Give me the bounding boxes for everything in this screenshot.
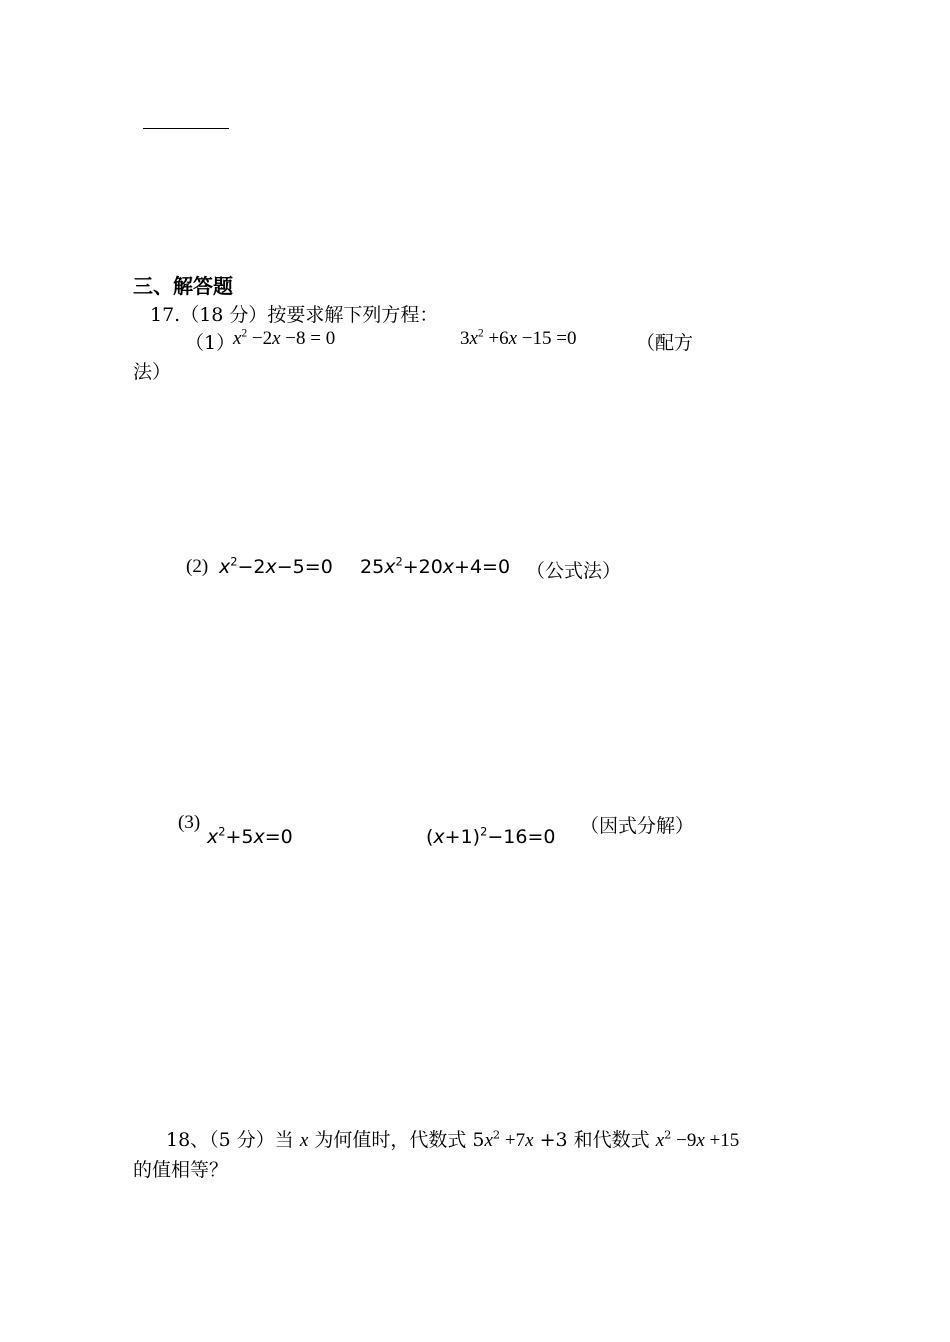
coefficient: 3 bbox=[460, 328, 470, 349]
part-1-label: （1） bbox=[185, 332, 236, 354]
term: +4=0 bbox=[454, 556, 511, 578]
text: 为何值时，代数式 5 bbox=[308, 1129, 485, 1151]
term: +7 bbox=[500, 1130, 526, 1151]
part-3-equation-2 bbox=[426, 826, 555, 848]
term: +5 bbox=[225, 826, 254, 848]
term: −2 bbox=[247, 328, 273, 349]
term: +20 bbox=[402, 556, 443, 578]
coefficient: 25 bbox=[360, 556, 385, 578]
var-x: x bbox=[207, 826, 219, 848]
exponent: 2 bbox=[218, 824, 226, 839]
section-heading: 三、解答题 bbox=[133, 274, 233, 298]
question-18-line-1 bbox=[166, 1125, 739, 1152]
exponent: 2 bbox=[241, 327, 248, 340]
term: −5=0 bbox=[276, 556, 333, 578]
var-x: x bbox=[484, 1130, 493, 1151]
var-x: x bbox=[508, 328, 518, 349]
var-x: x bbox=[233, 328, 242, 349]
answer-blank-line bbox=[143, 128, 229, 129]
part-1-equation-2 bbox=[460, 328, 576, 350]
term: +1) bbox=[444, 826, 481, 848]
var-x: x bbox=[219, 556, 231, 578]
term: −9 bbox=[671, 1130, 697, 1151]
question-18-line-2: 的值相等？ bbox=[133, 1159, 229, 1181]
term: +6 bbox=[483, 328, 509, 349]
paren: ( bbox=[426, 826, 434, 848]
part-2-equation-1 bbox=[219, 556, 333, 578]
part-3-method: （因式分解） bbox=[580, 815, 695, 837]
var-x: x bbox=[265, 556, 277, 578]
term: =0 bbox=[264, 826, 293, 848]
question-17-intro: 17.（18 分）按要求解下列方程： bbox=[150, 304, 439, 326]
exponent: 2 bbox=[480, 824, 488, 839]
text: +3 和代数式 bbox=[533, 1129, 656, 1151]
term: −15 =0 bbox=[517, 328, 577, 349]
var-x: x bbox=[696, 1130, 705, 1151]
exponent: 2 bbox=[492, 1127, 501, 1142]
part-3-label: (3) bbox=[178, 812, 201, 833]
part-2-method: （公式法） bbox=[526, 560, 622, 582]
var-x: x bbox=[253, 826, 265, 848]
exponent: 2 bbox=[230, 554, 238, 569]
text: 18、（5 分）当 bbox=[166, 1129, 300, 1151]
exponent: 2 bbox=[664, 1127, 672, 1142]
exponent: 2 bbox=[477, 327, 484, 340]
part-2-equation-2 bbox=[360, 556, 510, 578]
part-3-equation-1 bbox=[207, 826, 293, 848]
var-x: x bbox=[299, 1130, 309, 1151]
part-1-method: （配方 bbox=[636, 332, 694, 354]
var-x: x bbox=[433, 826, 445, 848]
term: +15 bbox=[704, 1130, 740, 1151]
term: −2 bbox=[237, 556, 266, 578]
var-x: x bbox=[384, 556, 396, 578]
part-1-equation-1 bbox=[233, 328, 335, 350]
term: −16=0 bbox=[487, 826, 556, 848]
var-x: x bbox=[525, 1130, 534, 1151]
exponent: 2 bbox=[395, 554, 403, 569]
var-x: x bbox=[272, 328, 281, 349]
var-x: x bbox=[469, 328, 478, 349]
part-2-label: (2) bbox=[186, 556, 209, 577]
var-x: x bbox=[442, 556, 455, 578]
part-1-method-continued: 法） bbox=[133, 361, 172, 383]
var-x: x bbox=[655, 1130, 665, 1151]
term: −8 = 0 bbox=[280, 328, 336, 349]
